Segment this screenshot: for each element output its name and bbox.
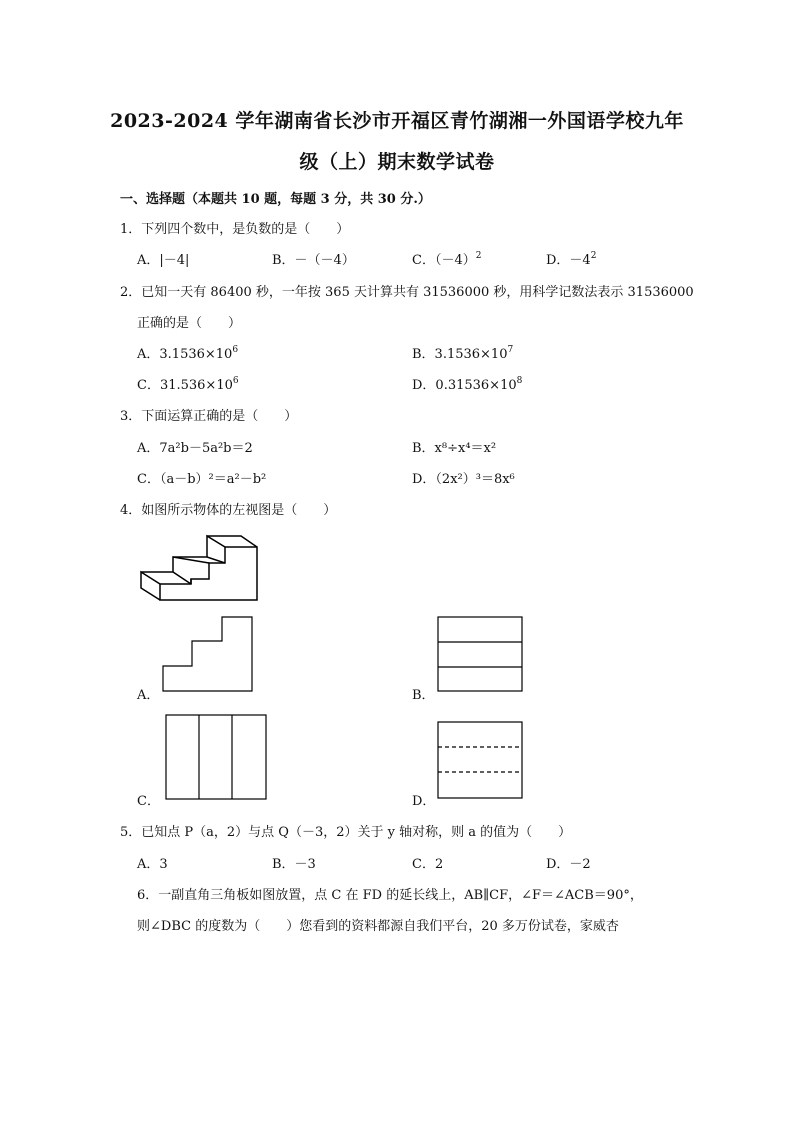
q4-option-a-label: A．	[137, 688, 160, 703]
question-4-stem: 4．如图所示物体的左视图是（ ）	[120, 503, 337, 518]
q1-option-c-base: C．（－4）	[412, 253, 476, 268]
q2-option-a-exp: 6	[232, 345, 239, 355]
q2-option-d	[412, 374, 522, 393]
exam-title-line-1: 2023-2024 学年湖南省长沙市开福区青竹湖湘一外国语学校九年	[110, 110, 684, 132]
q1-option-d-exp: 2	[590, 251, 597, 261]
question-5-stem: 5．已知点 P（a，2）与点 Q（－3，2）关于 y 轴对称，则 a 的值为（ ）	[120, 825, 572, 840]
question-2-stem-2: 正确的是（ ）	[137, 316, 242, 331]
section-heading: 一、选择题（本题共 10 题，每题 3 分，共 30 分.）	[120, 192, 431, 207]
q2-option-b	[412, 343, 513, 362]
q2-option-a	[137, 343, 238, 362]
question-3-stem: 3．下面运算正确的是（ ）	[120, 409, 298, 424]
q2-option-a-base: A．3.1536×10	[137, 347, 233, 362]
q2-option-c-exp: 6	[232, 376, 239, 386]
q4-option-d-label: D．	[412, 794, 436, 809]
exam-title-line-2: 级（上）期末数学试卷	[299, 151, 495, 173]
q3-option-a: A．7a²b－5a²b＝2	[137, 441, 253, 456]
q5-option-c: C．2	[412, 857, 444, 872]
q4-option-c-figure	[164, 713, 268, 801]
q4-option-b-label: B．	[412, 688, 435, 703]
q1-option-b: B．－（－4）	[272, 253, 355, 268]
q5-option-b: B．－3	[272, 857, 316, 872]
question-1-stem: 1．下列四个数中，是负数的是（ ）	[120, 222, 350, 237]
q3-option-d: D．（2x²）³＝8x⁶	[412, 472, 515, 487]
q1-option-a: A．|－4|	[137, 253, 190, 268]
question-6-stem-2: 则∠DBC 的度数为（ ）您看到的资料都源自我们平台，20 多万份试卷，家威杏	[137, 919, 619, 934]
q4-option-c-label: C．	[137, 794, 160, 809]
q3-option-c: C．（a－b）²＝a²－b²	[137, 472, 267, 487]
q2-option-b-exp: 7	[507, 345, 514, 355]
q5-option-a: A．3	[137, 857, 168, 872]
q5-option-d: D．－2	[546, 857, 591, 872]
q2-option-d-exp: 8	[516, 376, 523, 386]
q2-option-b-base: B．3.1536×10	[412, 347, 508, 362]
q1-option-d	[546, 249, 596, 268]
q4-option-b-figure	[436, 615, 524, 693]
q4-option-a-figure	[160, 614, 255, 694]
q4-option-d-figure	[436, 720, 524, 800]
q2-option-c	[137, 374, 239, 393]
q1-option-c	[412, 249, 481, 268]
q4-staircase-figure	[135, 522, 265, 607]
q2-option-d-base: D．0.31536×10	[412, 378, 517, 393]
question-6-stem-1: 6．一副直角三角板如图放置，点 C 在 FD 的延长线上，AB∥CF，∠F＝∠ACB＝90°，	[137, 888, 643, 903]
q1-option-c-exp: 2	[475, 251, 482, 261]
q2-option-c-base: C．31.536×10	[137, 378, 233, 393]
q1-option-d-base: D．－4	[546, 253, 591, 268]
q3-option-b: B．x⁸÷x⁴＝x²	[412, 441, 497, 456]
question-2-stem-1: 2．已知一天有 86400 秒，一年按 365 天计算共有 31536000 秒，用科学记数法表示 31536000	[120, 285, 694, 300]
